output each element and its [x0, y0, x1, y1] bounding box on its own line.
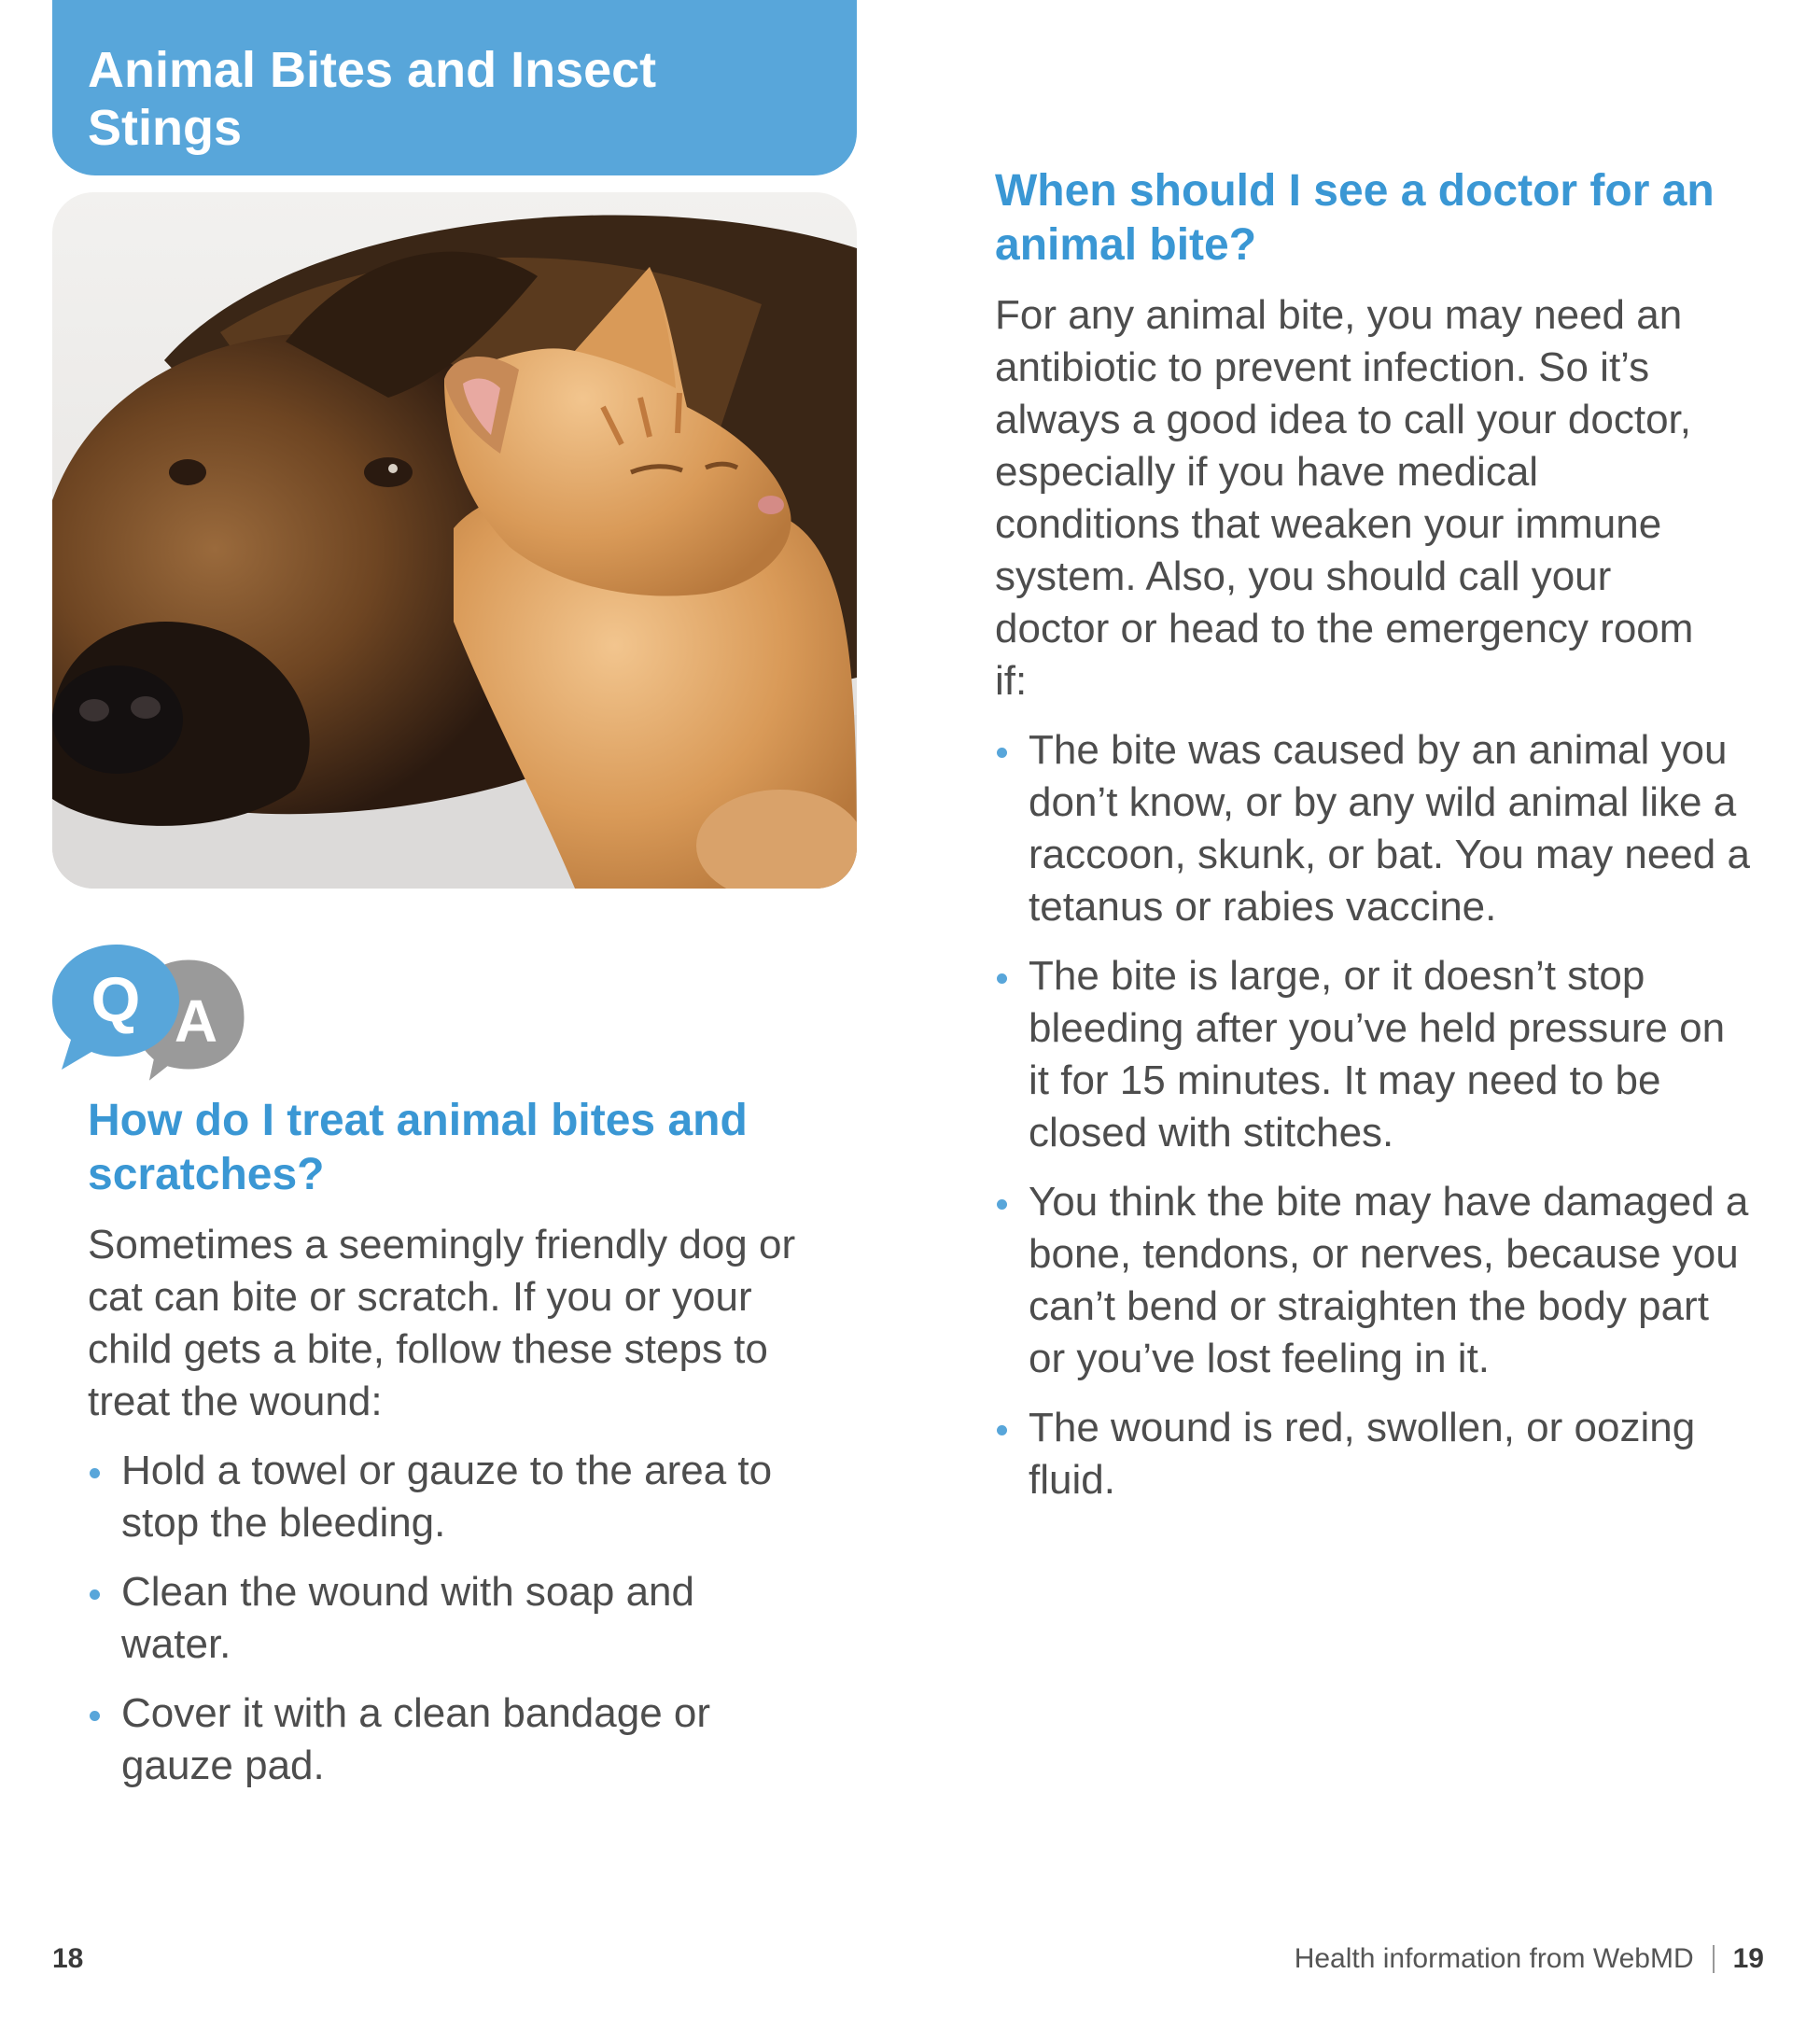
list-item: The bite was caused by an animal you don’t know, or by any wild animal like a raccoon, skunk, or bat. You may need a tetanus or rabies vaccine. — [995, 724, 1751, 933]
q-letter: Q — [91, 964, 141, 1035]
qa-icon — [49, 941, 254, 1081]
dog-and-cat-photo — [52, 192, 857, 889]
list-item: Hold a towel or gauze to the area to stop the bleeding. — [88, 1445, 797, 1549]
list-item: Clean the wound with soap and water. — [88, 1566, 797, 1671]
bullet-dot-icon — [90, 1589, 100, 1600]
bullet-dot-icon — [90, 1711, 100, 1721]
right-heading: When should I see a doctor for an animal bite? — [995, 166, 1715, 270]
list-item: Cover it with a clean bandage or gauze pad. — [88, 1687, 797, 1792]
a-letter: A — [174, 987, 218, 1055]
left-column — [88, 1094, 853, 1792]
left-bullet-list — [88, 1445, 797, 1792]
list-item: You think the bite may have damaged a bone, tendons, or nerves, because you can’t bend or straighten the body part or you’ve lost feeling in it. — [995, 1176, 1751, 1385]
bullet-dot-icon — [997, 973, 1007, 984]
title-banner — [52, 0, 857, 175]
bullet-dot-icon — [997, 748, 1007, 758]
list-item: The bite is large, or it doesn’t stop bleeding after you’ve held pressure on it for 15 minutes. It may need to be closed with stitches. — [995, 950, 1751, 1159]
page-title: Animal Bites and Insect Stings — [88, 42, 657, 156]
footer-right — [1295, 1943, 1764, 1975]
list-item: The wound is red, swollen, or oozing fluid. — [995, 1402, 1751, 1506]
right-column — [995, 164, 1751, 1506]
footer-divider — [1713, 1945, 1715, 1973]
left-heading: How do I treat animal bites and scratches? — [88, 1096, 748, 1199]
right-intro: For any animal bite, you may need an antibiotic to prevent infection. So it’s always a good idea to call your doctor, especially if you have medical conditions that weaken your immune system. Also, you should call your doctor or head to the emergency room if: — [995, 292, 1694, 704]
bullet-dot-icon — [90, 1468, 100, 1478]
left-intro: Sometimes a seemingly friendly dog or cat can bite or scratch. If you or your child gets a bite, follow these steps to treat the wound: — [88, 1222, 796, 1424]
bullet-dot-icon — [997, 1425, 1007, 1435]
page-number-left: 18 — [52, 1943, 84, 1974]
bullet-dot-icon — [997, 1199, 1007, 1210]
footer-source: Health information from WebMD — [1294, 1943, 1694, 1974]
right-bullet-list — [995, 724, 1751, 1506]
page-number-right: 19 — [1732, 1943, 1764, 1974]
